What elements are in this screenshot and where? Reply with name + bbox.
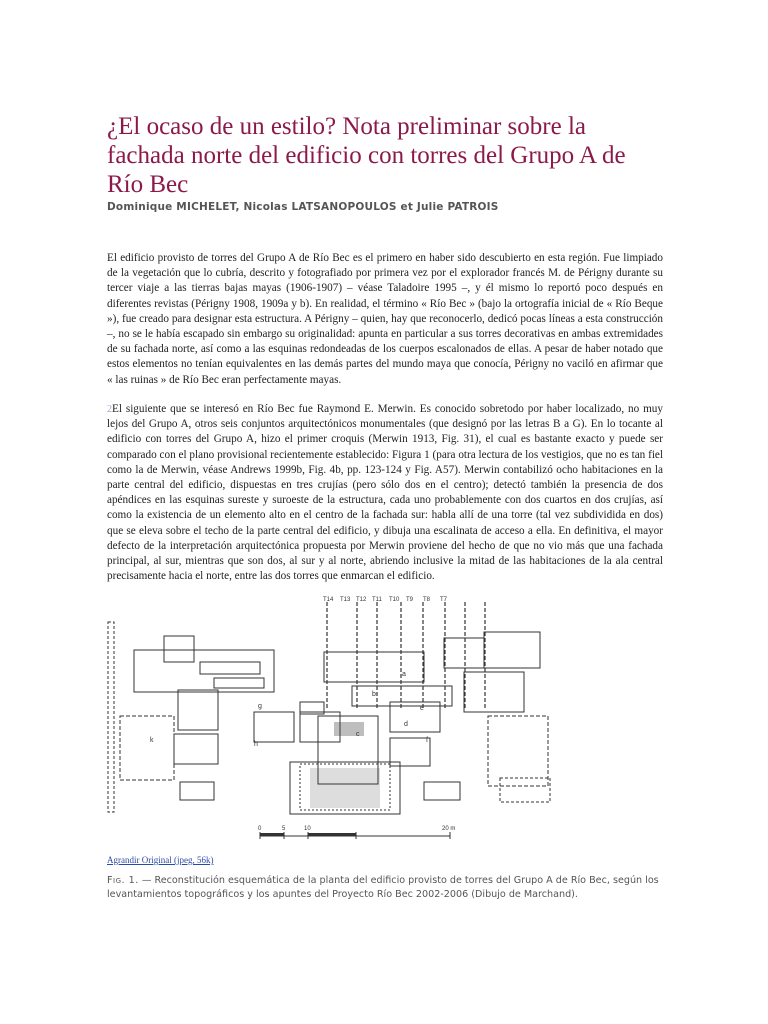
trench-label: T7 [440, 597, 448, 603]
enlarge-links [107, 855, 213, 865]
trench-labels [323, 597, 448, 603]
trench-label: T8 [423, 597, 431, 603]
room-label: d [404, 721, 408, 728]
room-label: b [372, 691, 376, 698]
caption-text: — Reconstitución esquemática de la planta del edificio provisto de torres del Grupo A de Río Bec, según los levantamientos topográficos y los apuntes del Proyecto Río Bec 2002-2006 (Dibujo de Marchand). [107, 875, 659, 900]
hatched-areas [310, 722, 380, 808]
caption-label: Fig. 1. [107, 875, 139, 886]
trench-label: T10 [389, 597, 400, 603]
trench-label: T12 [356, 597, 367, 603]
scale-label: 5 [282, 826, 286, 832]
article-authors: Dominique MICHELET, Nicolas LATSANOPOULOS et Julie PATROIS [107, 201, 499, 213]
trench-label: T9 [406, 597, 414, 603]
room-label: g [258, 703, 262, 710]
original-image-link[interactable]: Original (jpeg, 56k) [141, 855, 214, 865]
room-labels [150, 671, 428, 748]
paragraph-2 [107, 402, 663, 584]
room-label: e [420, 705, 424, 712]
trench-label: T13 [340, 597, 351, 603]
site-plan-drawing [104, 592, 564, 852]
paragraph-1 [107, 251, 663, 388]
room-label: c [356, 731, 360, 738]
scale-label: 10 [304, 826, 311, 832]
trench-label: T11 [372, 597, 382, 603]
room-label: a [402, 671, 406, 678]
paragraph-2-text: El siguiente que se interesó en Río Bec fue Raymond E. Merwin. Es conocido sobretodo por haber localizado, no muy lejos del Grupo A, otros seis conjuntos arquitectónicos monumentales (que designó por las letras B a G). En lo tocante al edificio con torres del Grupo A, hizo el primer croquis (Merwin 1913, Fig. 31), el cual es bastante exacto y puede ser comparado con el plano provisional recientemente establecido: Figura 1 (para otra lectura de los vestigios, que no es tan fiel como la de Merwin, véase Andrews 1999b, Fig. 4b, pp. 123-124 y Fig. A57). Merwin contabilizó ocho habitaciones en la parte central del edificio, dispuestas en tres crujías (pero sólo dos en el centro); detectó también la presencia de dos apéndices en las esquinas sureste y suroeste de la estructura, cada uno probablemente con dos cuartos en dos crujías, así como la existencia de un elemento alto en el centro de la fachada sur: habla allí de una torre (tal vez subdividida en dos) que se eleva sobre el techo de la parte central del edificio, y dibuja una escalinata de acceso a ella. En definitiva, el mayor defecto de la interpretación arquitectónica propuesta por Merwin proviene del hecho de que no vio más que una fachada principal, al sur, mientras que son dos, al sur y al norte, abriendo inclusive la mitad de las habitaciones de la ala central precisamente hacia el norte, entre las dos torres que enmarcan el edificio. [107, 403, 663, 583]
room-label: h [254, 741, 258, 748]
trench-lines [327, 602, 485, 710]
trench-label: T14 [323, 597, 334, 603]
enlarge-link[interactable]: Agrandir [107, 855, 140, 865]
article-title: ¿El ocaso de un estilo? Nota preliminar sobre la fachada norte del edificio con torres del Grupo A de Río Bec [107, 113, 626, 198]
paragraph-number[interactable]: 2 [107, 404, 112, 415]
paragraph-1-text: El edificio provisto de torres del Grupo A de Río Bec es el primero en haber sido descubierto en esta región. Fue limpiado de la vegetación que lo cubría, descrito y fotografiado por primera vez por el explorador francés M. de Périgny durante su tercer viaje a las tierras bajas mayas (1906-1907) – véase Taladoire 1995 –, y él mismo lo reportó poco después en diferentes revistas (Périgny 1908, 1909a y b). En realidad, el término « Río Bec » (bajo la ortografía inicial de « Río Beque »), fue creado para designar esta estructura. A Périgny – quien, hay que reconocerlo, dedicó pocas líneas a esta construcción –, no se le había escapado sin embargo su originalidad: apunta en particular a sus torres decorativas en ambas extremidades de su fachada norte, así como a las esquinas redondeadas de los cuerpos escalonados de ellas. A pesar de haber notado que estos elementos no tenían equivalentes en las demás partes del mundo maya que conocía, Périgny no vaciló en afirmar que « las ruinas » de Río Bec eran perfectamente mayas. [107, 252, 663, 386]
room-label: k [150, 737, 154, 744]
site-plan-figure [104, 592, 564, 852]
scale-bar [258, 826, 455, 839]
room-label: f [426, 737, 428, 744]
figure-caption [107, 874, 663, 902]
scale-label: 0 [258, 826, 262, 832]
scale-label: 20 m [442, 826, 456, 832]
